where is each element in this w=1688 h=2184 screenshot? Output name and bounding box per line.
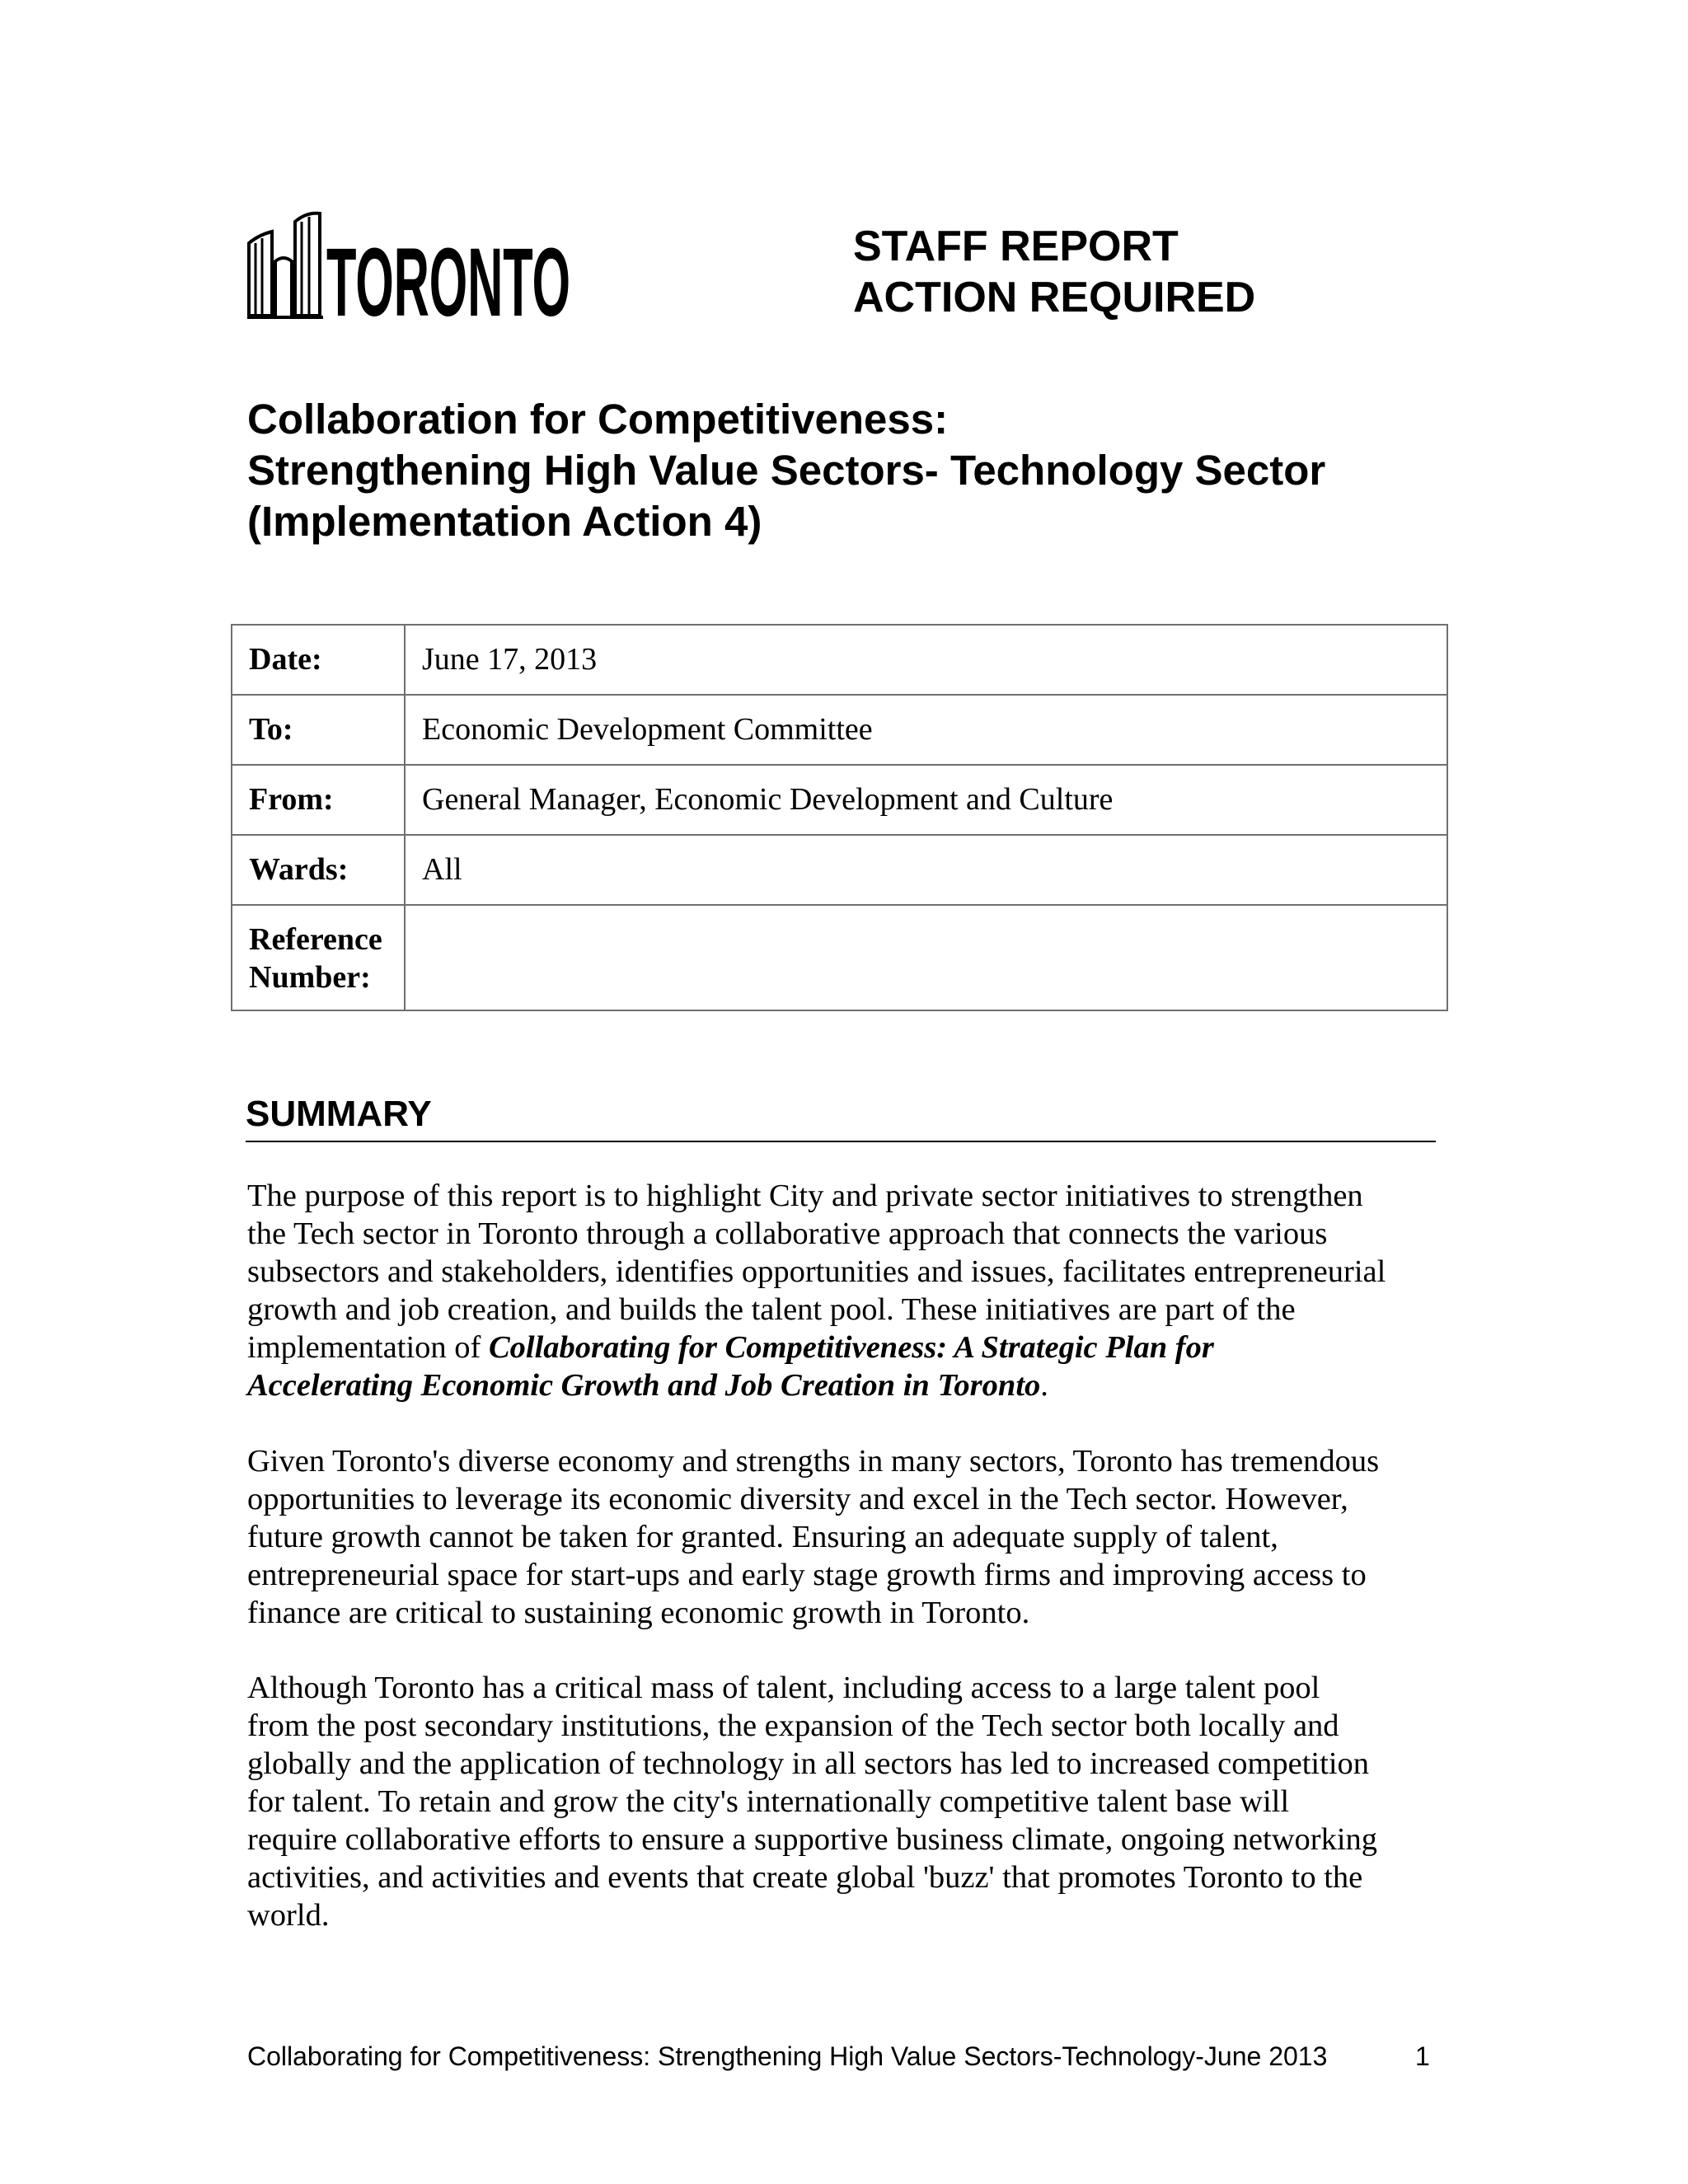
svg-text:TORONTO: TORONTO (326, 228, 570, 337)
paragraph-line (247, 1329, 1442, 1366)
table-row-reference (232, 905, 1447, 1010)
paragraph-line: activities, and activities and events that create global 'buzz' that promotes Toronto to the (247, 1860, 1363, 1895)
paragraph-line: require collaborative efforts to ensure a supportive business climate, ongoing networking (247, 1822, 1378, 1857)
report-type-line1: STAFF REPORT (853, 223, 1179, 270)
paragraph-line: opportunities to leverage its economic diversity and excel in the Tech sector. However, (247, 1482, 1348, 1516)
page-footer: Collaborating for Competitiveness: Strengthening High Value Sectors-Technology-June 2013 (247, 2041, 1328, 2071)
table-row-wards (232, 835, 1447, 905)
line-prefix: implementation of (247, 1330, 489, 1365)
report-type-line2: ACTION REQUIRED (853, 274, 1256, 321)
paragraph-line (247, 1366, 1442, 1404)
from-label: From: (232, 765, 405, 835)
paragraph-line: The purpose of this report is to highlight City and private sector initiatives to strengthen (247, 1179, 1363, 1213)
wards-label: Wards: (232, 835, 405, 905)
reference-label (232, 905, 405, 1010)
paragraph-line: globally and the application of technology in all sectors has led to increased competition (247, 1746, 1370, 1781)
toronto-logo (247, 210, 573, 337)
summary-paragraph-3 (247, 1669, 1442, 1934)
line-suffix: . (1040, 1368, 1048, 1403)
table-row-from (232, 765, 1447, 835)
page-number: 1 (1415, 2041, 1430, 2071)
paragraph-line: the Tech sector in Toronto through a collaborative approach that connects the various (247, 1216, 1328, 1251)
date-value: June 17, 2013 (405, 625, 1447, 695)
reference-value (405, 905, 1447, 1010)
paragraph-line: growth and job creation, and builds the talent pool. These initiatives are part of the (247, 1292, 1296, 1327)
to-label: To: (232, 695, 405, 765)
reference-label-line2: Number: (249, 960, 371, 995)
toronto-city-hall-logo-icon (247, 210, 573, 337)
title-line3: (Implementation Action 4) (247, 498, 762, 545)
report-type-heading (853, 221, 1255, 323)
table-row-date (232, 625, 1447, 695)
title-line1: Collaboration for Competitiveness: (247, 396, 949, 443)
title-line2: Strengthening High Value Sectors- Technology Sector (247, 447, 1326, 494)
paragraph-line: Given Toronto's diverse economy and strengths in many sectors, Toronto has tremendous (247, 1444, 1380, 1479)
paragraph-line: from the post secondary institutions, the expansion of the Tech sector both locally and (247, 1708, 1339, 1743)
paragraph-line: finance are critical to sustaining economic growth in Toronto. (247, 1596, 1030, 1630)
reference-label-line1: Reference (249, 922, 382, 957)
wards-value: All (405, 835, 1447, 905)
summary-paragraph-2 (247, 1442, 1442, 1632)
paragraph-line: subsectors and stakeholders, identifies opportunities and issues, facilitates entrepreneurial (247, 1254, 1386, 1289)
report-info-table (231, 624, 1448, 1011)
table-row-to (232, 695, 1447, 765)
paragraph-line: for talent. To retain and grow the city's internationally competitive talent base will (247, 1784, 1290, 1819)
document-title (247, 394, 1434, 547)
paragraph-line: future growth cannot be taken for granted. Ensuring an adequate supply of talent, (247, 1520, 1278, 1554)
plan-title-emphasis: Collaborating for Competitiveness: A Strategic Plan for (488, 1330, 1214, 1365)
summary-heading: SUMMARY (246, 1090, 1436, 1142)
paragraph-line: entrepreneurial space for start-ups and early stage growth firms and improving access to (247, 1558, 1367, 1592)
paragraph-line: world. (247, 1898, 330, 1933)
date-label: Date: (232, 625, 405, 695)
paragraph-line: Although Toronto has a critical mass of talent, including access to a large talent pool (247, 1671, 1320, 1705)
plan-title-emphasis: Accelerating Economic Growth and Job Creation in Toronto (247, 1368, 1041, 1403)
from-value: General Manager, Economic Development and Culture (405, 765, 1447, 835)
to-value: Economic Development Committee (405, 695, 1447, 765)
summary-paragraph-1 (247, 1177, 1442, 1404)
